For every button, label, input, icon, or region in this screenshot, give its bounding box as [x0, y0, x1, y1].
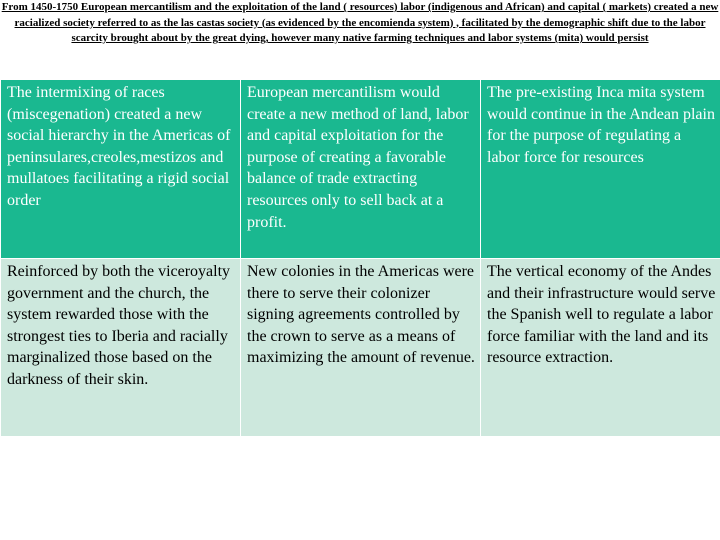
table-cell: The vertical economy of the Andes and their infrastructure would serve the Spanish well to regulate a labor force familiar with the land and its resource extraction.	[481, 259, 720, 437]
slide-heading: From 1450-1750 European mercantilism and the exploitation of the land ( resources) labor (indigenous and African) and capital ( markets) created a new racialized society referred to as the las castas society (as evidenced by the encomienda system) , facilitated by the demographic shift due to the labor scarcity brought about by the great dying, however many native farming techniques and labor systems (mita) would persist	[1, 1, 719, 44]
table-cell: Reinforced by both the viceroyalty government and the church, the system rewarded those with the strongest ties to Iberia and racially marginalized those based on the darkness of their skin.	[1, 259, 241, 437]
table-cell: The intermixing of races (miscegenation) created a new social hierarchy in the Americas of peninsulares,creoles,mestizos and mullatoes facilitating a rigid social order	[1, 80, 241, 259]
table-row	[1, 80, 720, 259]
table-cell: New colonies in the Americas were there to serve their colonizer signing agreements controlled by the crown to serve as a means of maximizing the amount of revenue.	[241, 259, 481, 437]
table-cell: European mercantilism would create a new method of land, labor and capital exploitation for the purpose of creating a favorable balance of trade extracting resources only to sell back at a profit.	[241, 80, 481, 259]
table-row	[1, 259, 720, 437]
table-cell: The pre-existing Inca mita system would continue in the Andean plain for the purpose of regulating a labor force for resources	[481, 80, 720, 259]
content-table	[0, 79, 720, 437]
